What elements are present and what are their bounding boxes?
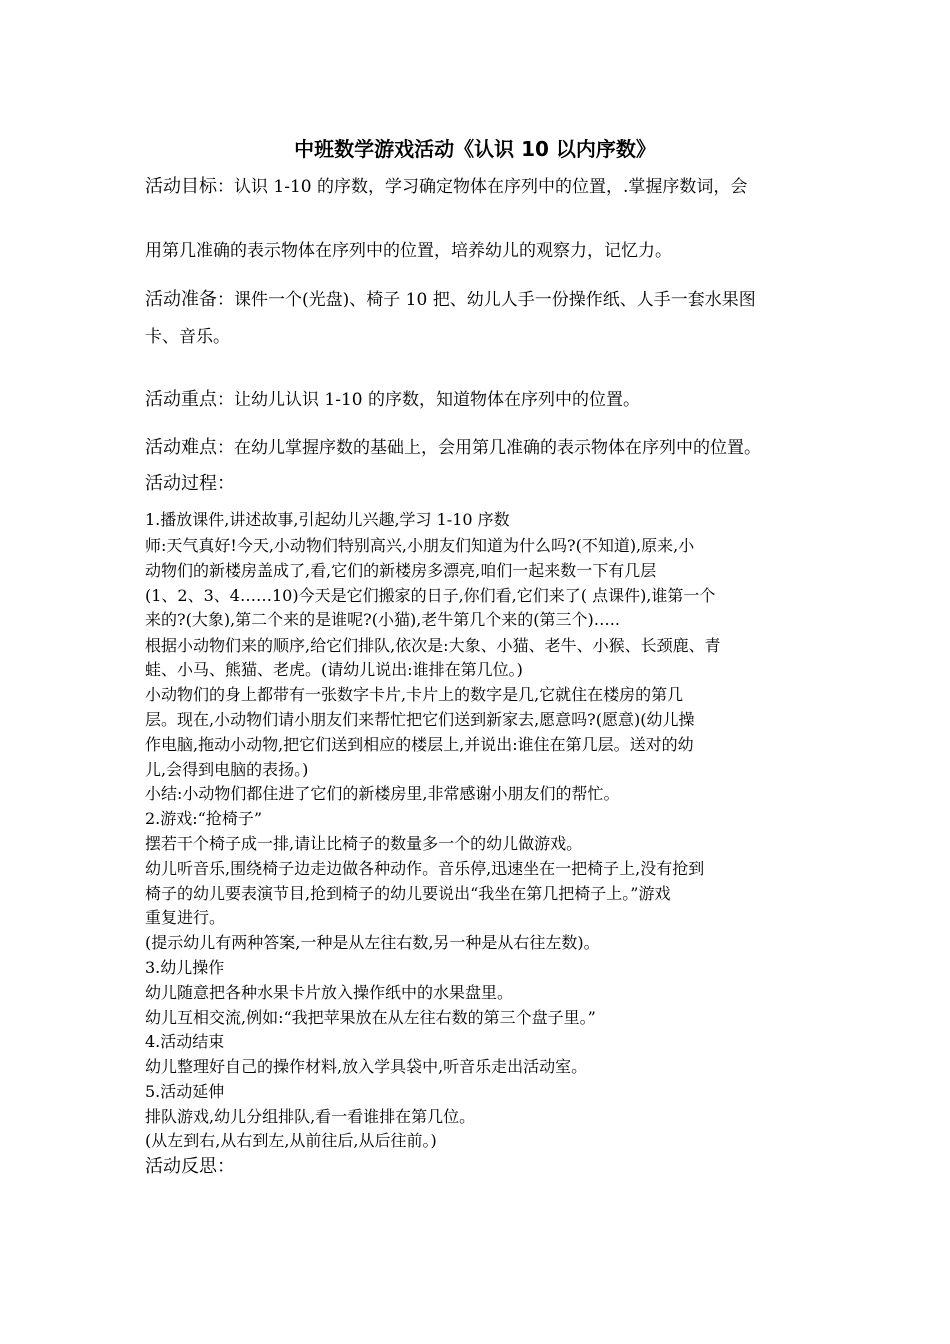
- process-line: 根据小动物们来的顺序,给它们排队,依次是:大象、小猫、老牛、小猴、长颈鹿、青: [145, 636, 721, 655]
- process-line: 蛙、小马、熊猫、老虎。(请幼儿说出:谁排在第几位。): [145, 660, 523, 679]
- process-line: 摆若干个椅子成一排,请让比椅子的数量多一个的幼儿做游戏。: [145, 834, 583, 853]
- difficulty-text: ：在幼儿掌握序数的基础上，会用第几准确的表示物体在序列中的位置。: [217, 438, 761, 458]
- process-line: 动物们的新楼房盖成了,看,它们的新楼房多漂亮,咱们一起来数一下有几层: [145, 561, 657, 580]
- focus-text: ：让幼儿认识 1-10 的序数，知道物体在序列中的位置。: [217, 390, 640, 410]
- difficulty-line: [145, 437, 835, 459]
- process-line: (1、2、3、4……10)今天是它们搬家的日子,你们看,它们来了( 点课件),谁第一个: [145, 586, 716, 605]
- process-line: 小动物们的身上都带有一张数字卡片,卡片上的数字是几,它就住在楼房的第几: [145, 685, 684, 704]
- process-line: 椅子的幼儿要表演节目,抢到椅子的幼儿要说出“我坐在第几把椅子上。”游戏: [145, 884, 671, 903]
- process-line: 儿,会得到电脑的表扬。): [145, 760, 309, 779]
- process-line: 2.游戏:“抢椅子”: [145, 809, 263, 828]
- prep-text-1: ：课件一个(光盘)、椅子 10 把、幼儿人手一份操作纸、人手一套水果图: [217, 290, 756, 310]
- process-label: 活动过程：: [145, 473, 235, 494]
- process-line: 5.活动延伸: [145, 1082, 225, 1101]
- difficulty-label: 活动难点: [145, 437, 217, 458]
- process-line: 重复进行。: [145, 908, 226, 927]
- goal-text-1: ：认识 1-10 的序数，学习确定物体在序列中的位置，.掌握序数词，会: [217, 177, 748, 197]
- document-title: 中班数学游戏活动《认识 10 以内序数》: [294, 137, 656, 161]
- process-line: 4.活动结束: [145, 1032, 225, 1051]
- focus-label: 活动重点: [145, 389, 217, 410]
- process-line: 层。现在,小动物们请小朋友们来帮忙把它们送到新家去,愿意吗?(愿意)(幼儿操: [145, 710, 695, 729]
- process-line: 幼儿随意把各种水果卡片放入操作纸中的水果盘里。: [145, 983, 514, 1002]
- process-line: (从左到右,从右到左,从前往后,从后往前。): [145, 1131, 437, 1150]
- process-line: 幼儿互相交流,例如:“我把苹果放在从左往右数的第三个盘子里。”: [145, 1008, 596, 1027]
- prep-label: 活动准备: [145, 289, 217, 310]
- process-line: 排队游戏,幼儿分组排队,看一看谁排在第几位。: [145, 1107, 476, 1126]
- process-line: 作电脑,拖动小动物,把它们送到相应的楼层上,并说出:谁住在第几层。送对的幼: [145, 735, 694, 754]
- goal-label: 活动目标: [145, 176, 217, 197]
- process-line: 小结:小动物们都住进了它们的新楼房里,非常感谢小朋友们的帮忙。: [145, 784, 620, 803]
- prep-line-2: 卡、音乐。: [145, 327, 230, 347]
- focus-line: [145, 389, 835, 411]
- process-line: (提示幼儿有两种答案,一种是从左往右数,另一种是从右往左数)。: [145, 933, 600, 952]
- process-line: 幼儿听音乐,围绕椅子边走边做各种动作。音乐停,迅速坐在一把椅子上,没有抢到: [145, 859, 705, 878]
- process-line: 师:天气真好!今天,小动物们特别高兴,小朋友们知道为什么吗?(不知道),原来,小: [145, 536, 695, 555]
- process-line: 3.幼儿操作: [145, 958, 225, 977]
- process-line: 来的?(大象),第二个来的是谁呢?(小猫),老牛第几个来的(第三个)…..: [145, 610, 620, 629]
- goal-line-1: [145, 176, 835, 198]
- process-line: 幼儿整理好自己的操作材料,放入学具袋中,听音乐走出活动室。: [145, 1057, 588, 1076]
- prep-line-1: [145, 289, 835, 311]
- goal-line-2: 用第几准确的表示物体在序列中的位置，培养幼儿的观察力，记忆力。: [145, 241, 672, 261]
- reflection-label: 活动反思：: [145, 1156, 235, 1177]
- process-line: 1.播放课件,讲述故事,引起幼儿兴趣,学习 1-10 序数: [145, 510, 510, 529]
